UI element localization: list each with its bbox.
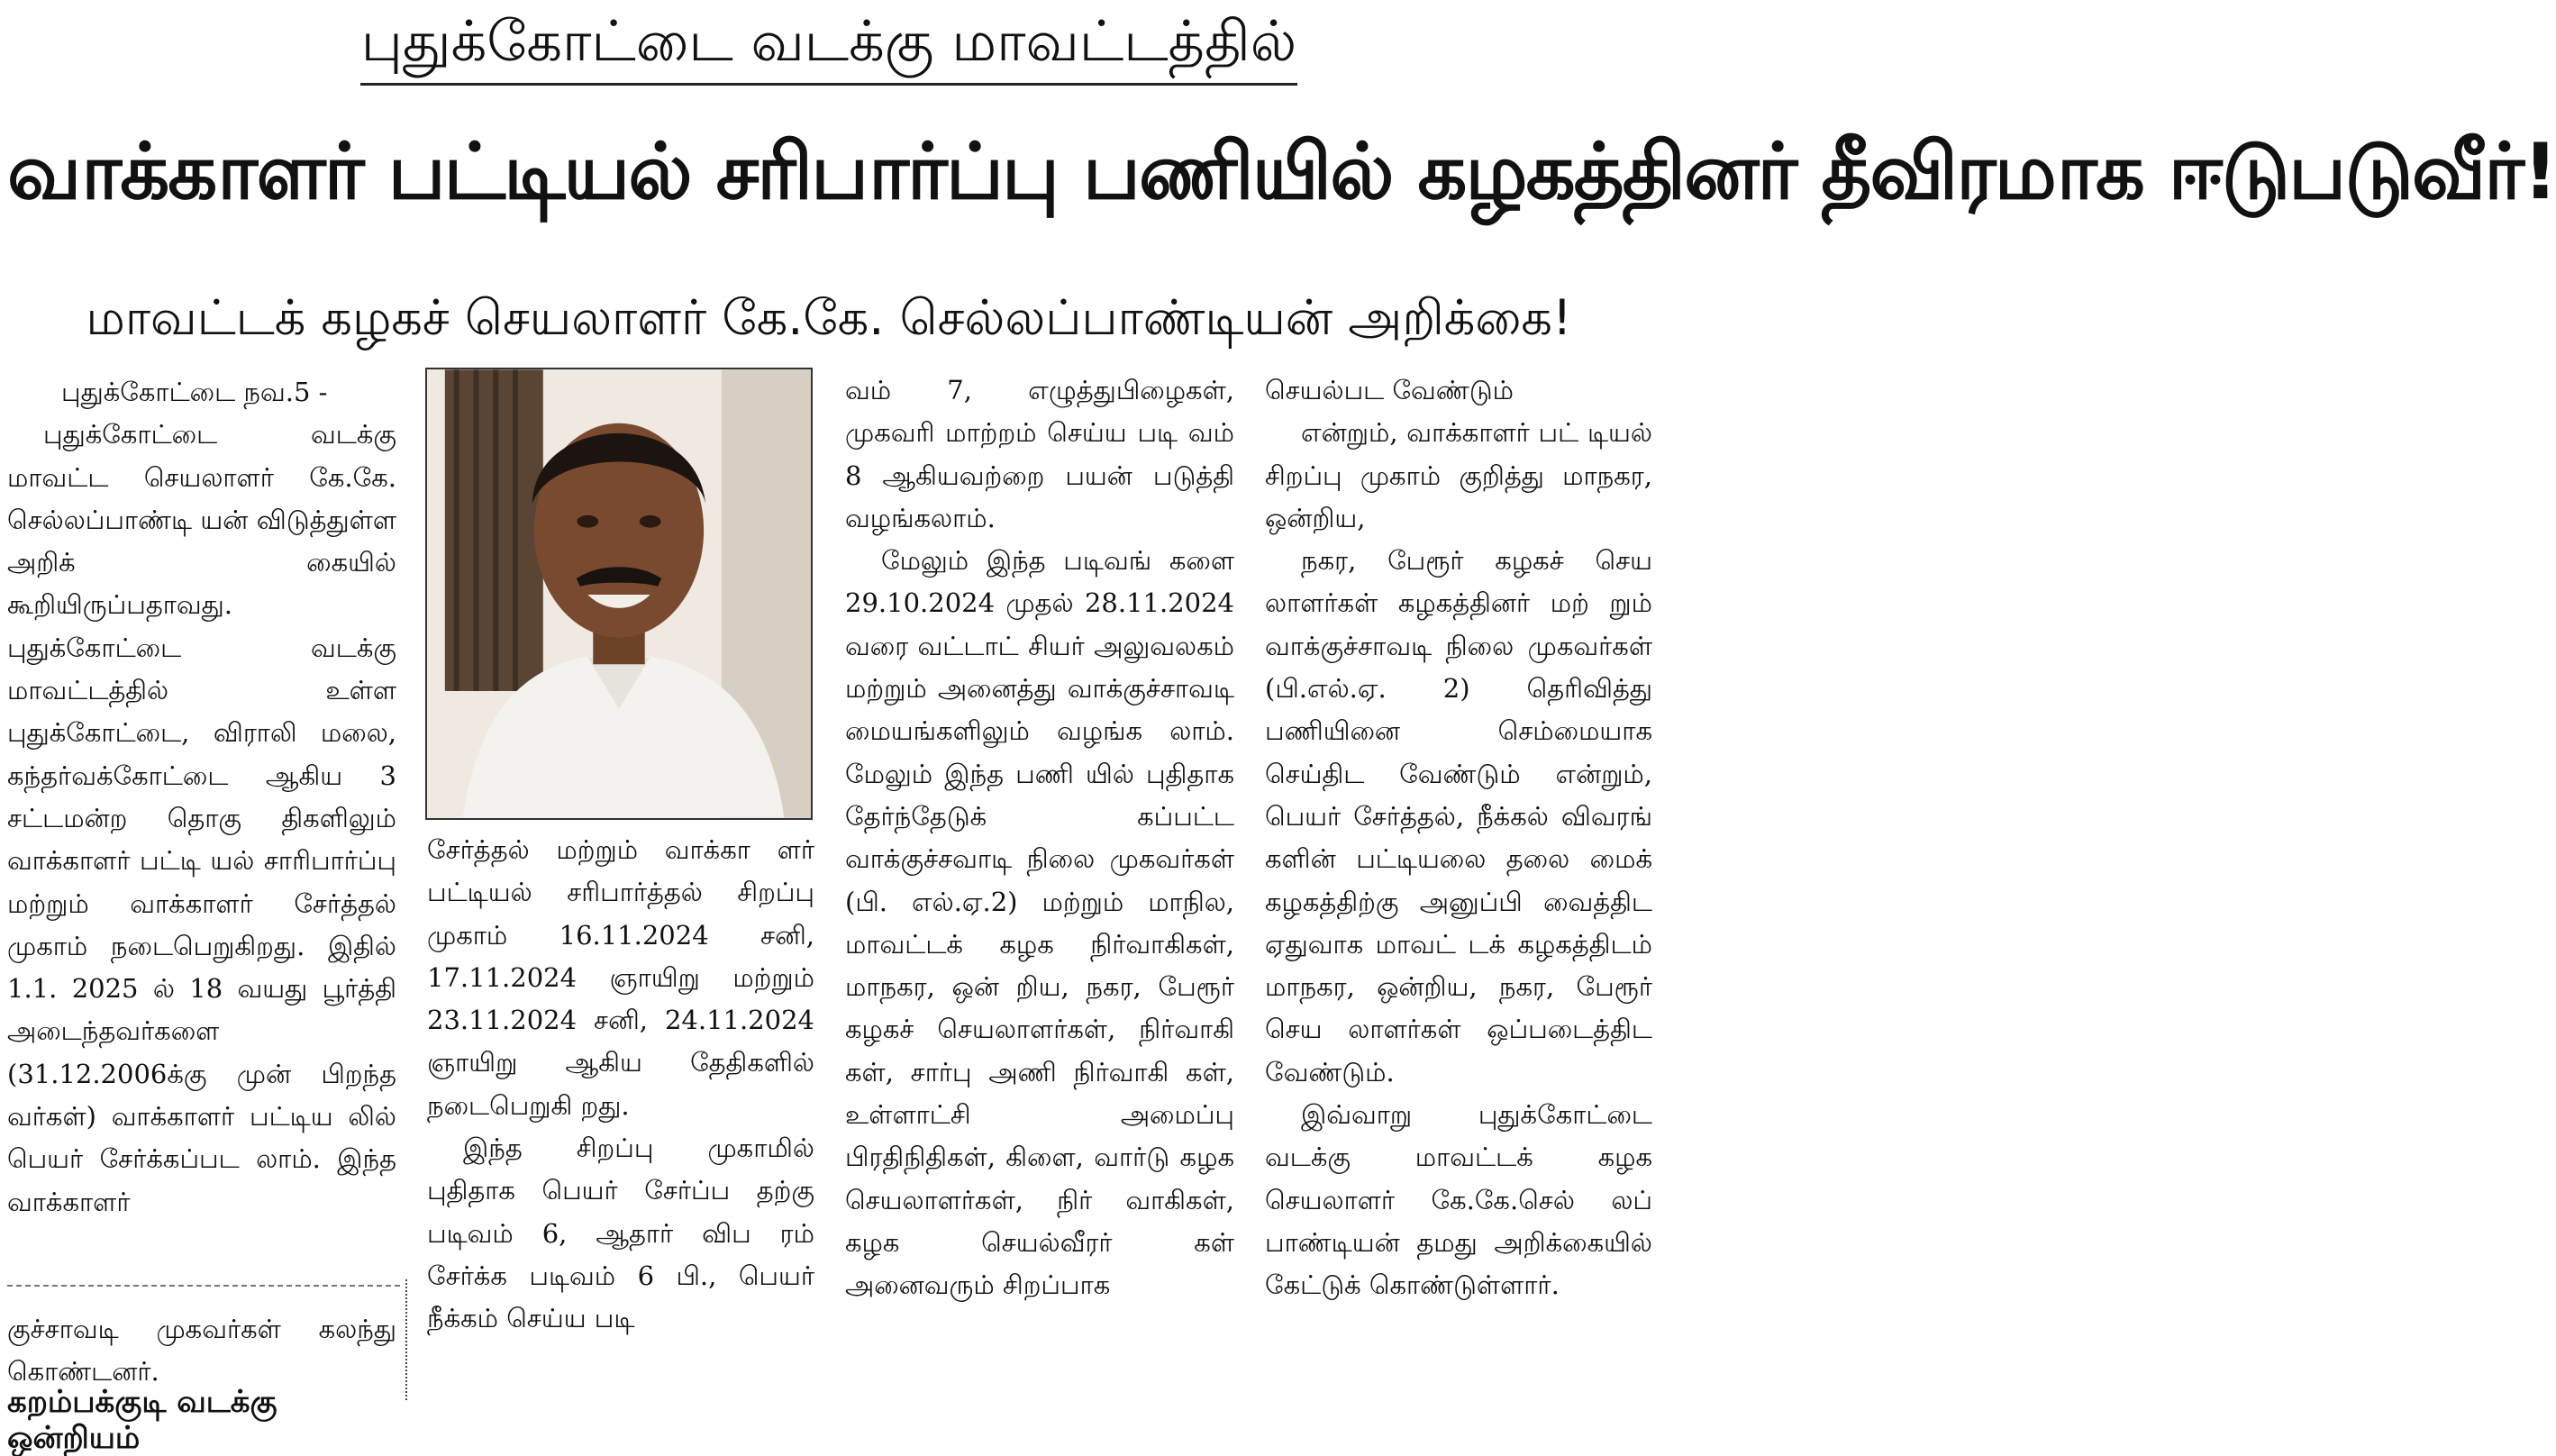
article-column-1: [7, 371, 396, 1281]
article-column-4: [1265, 369, 1652, 1400]
section-divider: [7, 1285, 400, 1287]
column-4-paragraph-1: செயல்பட வேண்டும்: [1265, 375, 1514, 405]
column-divider: [405, 1279, 407, 1400]
related-story-text: குச்சாவடி முகவர்கள் கலந்து கொண்டனர்.: [7, 1314, 396, 1388]
article-subhead: மாவட்டக் கழகச் செயலாளர் கே.கே. செல்லப்பாண்டியன் அறிக்கை!: [86, 289, 1572, 346]
column-4-paragraph-4: இவ்வாறு புதுக்கோட்டை வடக்கு மாவட்டக் கழக செயலாளர் கே.கே.செல் லப் பாண்டியன் தமது அறிக்கையில் கேட்டுக் கொண்டுள்ளார்.: [1265, 1099, 1652, 1301]
column-1-paragraph: புதுக்கோட்டை வடக்கு மாவட்ட செயலாளர் கே.கே. செல்லப்பாண்டி யன் விடுத்துள்ள அறிக் கையில் கூறியிருப்பதாவது. புதுக்கோட்டை வடக்கு மாவட்டத்தில் உள்ள புதுக்கோட்டை, விராலி மலை, கந்தர்வக்கோட்டை ஆகிய 3 சட்டமன்ற தொகு திகளிலும் வாக்காளர் பட்டி யல் சாரிபார்ப்பு மற்றும் வாக்காளர் சேர்த்தல் முகாம் நடைபெறுகிறது. இதில் 1.1. 2025 ல் 18 வயது பூர்த்தி அடைந்தவர்களை (31.12.2006க்கு முன் பிறந்த வர்கள்) வாக்காளர் பட்டிய லில் பெயர் சேர்க்கப்பட லாம். இந்த வாக்காளர்: [7, 419, 396, 1217]
portrait-photo-icon: [427, 369, 811, 818]
article-column-3: [845, 369, 1234, 1400]
article-headline: வாக்காளர் பட்டியல் சரிபார்ப்பு பணியில் கழகத்தினர் தீவிரமாக ஈடுபடுவீர்!: [7, 127, 2556, 217]
article-column-2: [427, 829, 814, 1400]
article-kicker: புதுக்கோட்டை வடக்கு மாவட்டத்தில்: [360, 5, 1297, 86]
column-3-paragraph-2: மேலும் இந்த படிவங் களை 29.10.2024 முதல் 28.11.2024 வரை வட்டாட் சியர் அலுவலகம் மற்றும் அனைத்து வாக்குச்சாவடி மையங்களிலும் வழங்க லாம். மேலும் இந்த பணி யில் புதிதாக தேர்ந்தேடுக் கப்பட்ட வாக்குச்சவாடி நிலை முகவர்கள் (பி. எல்.ஏ.2) மற்றும் மாநில, மாவட்டக் கழக நிர்வாகிகள், மாநகர, ஒன் றிய, நகர, பேரூர் கழகச் செயலாளர்கள், நிர்வாகி கள், சார்பு அணி நிர்வாகி கள், உள்ளாட்சி அமைப்பு பிரதிநிதிகள், கிளை, வார்டு கழக செயலாளர்கள், நிர் வாகிகள், கழக செயல்வீரர் கள் அனைவரும் சிறப்பாக: [845, 545, 1234, 1301]
column-4-paragraph-3: நகர, பேரூர் கழகச் செய லாளர்கள் கழகத்தினர் மற் றும் வாக்குச்சாவடி நிலை முகவர்கள் (பி.எல்.ஏ. 2) தெரிவித்து பணியினை செம்மையாக செய்திட வேண்டும் என்றும், பெயர் சேர்த்தல், நீக்கல் விவரங் களின் பட்டியலை தலை மைக் கழகத்திற்கு அனுப்பி வைத்திட ஏதுவாக மாவட் டக் கழகத்திடம் மாநகர, ஒன்றிய, நகர, பேரூர் செய லாளர்கள் ஒப்படைத்திட வேண்டும்.: [1265, 545, 1652, 1087]
column-2-paragraph-2: இந்த சிறப்பு முகாமில் புதிதாக பெயர் சேர்ப்ப தற்கு படிவம் 6, ஆதார் விப ரம் சேர்க்க படிவம் 6 பி., பெயர் நீக்கம் செய்ய படி: [427, 1133, 814, 1334]
column-2-paragraph-1: சேர்த்தல் மற்றும் வாக்கா ளர் பட்டியல் சரிபார்த்தல் சிறப்பு முகாம் 16.11.2024 சனி, 17.11.2024 ஞாயிறு மற்றும் 23.11.2024 சனி, 24.11.2024 ஞாயிறு ஆகிய தேதிகளில் நடைபெறுகி றது.: [427, 834, 814, 1121]
portrait-photo: [425, 368, 813, 820]
column-4-paragraph-2: என்றும், வாக்காளர் பட் டியல் சிறப்பு முகாம் குறித்து மாநகர, ஒன்றிய,: [1265, 417, 1652, 533]
column-3-paragraph-1: வம் 7, எழுத்துபிழைகள், முகவரி மாற்றம் செய்ய படி வம் 8 ஆகியவற்றை பயன் படுத்தி வழங்கலாம்.: [845, 375, 1234, 533]
related-story-heading: கறம்பக்குடி வடக்கு ஒன்றியம்: [7, 1384, 277, 1456]
dateline: புதுக்கோட்டை நவ.5 -: [61, 377, 328, 407]
